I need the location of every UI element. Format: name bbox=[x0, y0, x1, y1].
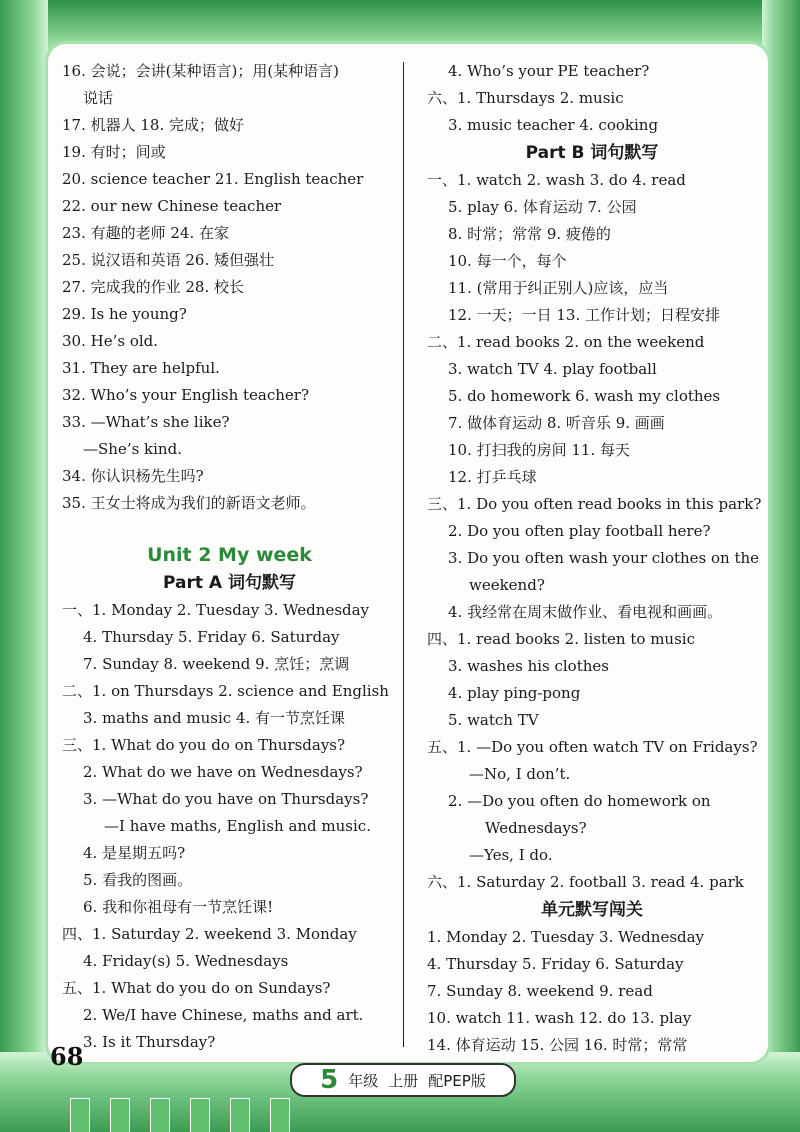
answer-line: 五、1. What do you do on Sundays? bbox=[62, 979, 331, 997]
answer-line: 12. 打乒乓球 bbox=[448, 468, 537, 486]
answer-line: 五、1. —Do you often watch TV on Fridays? bbox=[427, 738, 758, 756]
decorative-bar bbox=[70, 1098, 90, 1132]
answer-line: 32. Who’s your English teacher? bbox=[62, 386, 310, 404]
answer-line: 三、1. Do you often read books in this park? bbox=[427, 495, 762, 513]
answer-line: 8. 时常；常常 9. 疲倦的 bbox=[448, 225, 611, 243]
answer-line: 四、1. read books 2. listen to music bbox=[427, 630, 695, 648]
answer-line: 1. Monday 2. Tuesday 3. Wednesday bbox=[427, 928, 705, 946]
answer-line: 2. What do we have on Wednesdays? bbox=[83, 763, 363, 781]
decorative-bar bbox=[190, 1098, 210, 1132]
answer-line: 3. watch TV 4. play football bbox=[448, 360, 657, 378]
answer-line: 19. 有时；间或 bbox=[62, 143, 166, 161]
answer-line: 14. 体育运动 15. 公园 16. 时常；常常 bbox=[427, 1036, 688, 1054]
column-divider bbox=[403, 62, 404, 1047]
decorative-bar bbox=[150, 1098, 170, 1132]
decorative-bar bbox=[270, 1098, 290, 1132]
answer-line: 4. Thursday 5. Friday 6. Saturday bbox=[427, 955, 684, 973]
answer-line: 4. play ping-pong bbox=[448, 684, 581, 702]
answer-line: 4. 是星期五吗? bbox=[83, 844, 186, 862]
answer-line: 5. 看我的图画。 bbox=[83, 871, 193, 889]
answer-line: 2. —Do you often do homework on bbox=[448, 792, 711, 810]
answer-line: 7. 做体育运动 8. 听音乐 9. 画画 bbox=[448, 414, 665, 432]
answer-line: 说话 bbox=[83, 89, 114, 107]
decorative-bar bbox=[230, 1098, 250, 1132]
answer-line: 4. 我经常在周末做作业、看电视和画画。 bbox=[448, 603, 723, 621]
answer-line: 3. maths and music 4. 有一节烹饪课 bbox=[83, 709, 346, 727]
unit-title: Unit 2 My week bbox=[147, 544, 312, 566]
answer-line: 25. 说汉语和英语 26. 矮但强壮 bbox=[62, 251, 275, 269]
answer-line: 一、1. Monday 2. Tuesday 3. Wednesday bbox=[62, 601, 370, 619]
answer-line: 六、1. Saturday 2. football 3. read 4. park bbox=[427, 873, 744, 891]
answer-line: —She’s kind. bbox=[83, 440, 182, 458]
grade-number: 5 bbox=[320, 1065, 339, 1095]
answer-line: 4. Who’s your PE teacher? bbox=[448, 62, 650, 80]
edition-label: 配PEP版 bbox=[428, 1071, 486, 1090]
answer-line: —No, I don’t. bbox=[469, 765, 571, 783]
answer-line: 6. 我和你祖母有一节烹饪课! bbox=[83, 898, 274, 916]
decorative-bar bbox=[110, 1098, 130, 1132]
answer-line: 3. —What do you have on Thursdays? bbox=[83, 790, 369, 808]
answer-line: 30. He’s old. bbox=[62, 332, 159, 350]
answer-line: Wednesdays? bbox=[485, 819, 587, 837]
answer-line: 10. 每一个，每个 bbox=[448, 252, 567, 270]
answer-line: 三、1. What do you do on Thursdays? bbox=[62, 736, 346, 754]
answer-line: 16. 会说；会讲(某种语言)；用(某种语言) bbox=[62, 62, 340, 80]
answer-line: 3. Do you often wash your clothes on the bbox=[448, 549, 760, 567]
answer-line: 3. music teacher 4. cooking bbox=[448, 116, 659, 134]
answer-line: 12. 一天；一日 13. 工作计划；日程安排 bbox=[448, 306, 721, 324]
answer-line: 27. 完成我的作业 28. 校长 bbox=[62, 278, 245, 296]
answer-line: 34. 你认识杨先生吗? bbox=[62, 467, 204, 485]
answer-line: 5. watch TV bbox=[448, 711, 539, 729]
right-column bbox=[427, 58, 762, 1059]
grade-label: 年级 bbox=[348, 1071, 379, 1090]
answer-line: 20. science teacher 21. English teacher bbox=[62, 170, 364, 188]
answer-line: —Yes, I do. bbox=[469, 846, 553, 864]
left-column bbox=[62, 58, 397, 1056]
answer-line: —I have maths, English and music. bbox=[104, 817, 371, 835]
grade-badge bbox=[290, 1063, 516, 1097]
answer-line: 二、1. read books 2. on the weekend bbox=[427, 333, 705, 351]
review-title: 单元默写闯关 bbox=[541, 900, 643, 920]
answer-line: 29. Is he young? bbox=[62, 305, 187, 323]
answer-line: 5. play 6. 体育运动 7. 公园 bbox=[448, 198, 637, 216]
answer-line: 4. Thursday 5. Friday 6. Saturday bbox=[83, 628, 340, 646]
answer-line: 3. washes his clothes bbox=[448, 657, 609, 675]
frame-left-border bbox=[0, 0, 48, 1132]
answer-line: 11. (常用于纠正别人)应该，应当 bbox=[448, 279, 669, 297]
answer-line: 23. 有趣的老师 24. 在家 bbox=[62, 224, 230, 242]
answer-line: 二、1. on Thursdays 2. science and English bbox=[62, 682, 389, 700]
answer-line: 2. Do you often play football here? bbox=[448, 522, 711, 540]
answer-line: 31. They are helpful. bbox=[62, 359, 220, 377]
answer-line: 六、1. Thursdays 2. music bbox=[427, 89, 624, 107]
answer-line: 17. 机器人 18. 完成；做好 bbox=[62, 116, 245, 134]
answer-line: 3. Is it Thursday? bbox=[83, 1033, 216, 1051]
answer-line: 35. 王女士将成为我们的新语文老师。 bbox=[62, 494, 316, 512]
answer-line: 7. Sunday 8. weekend 9. read bbox=[427, 982, 653, 1000]
answer-line: 5. do homework 6. wash my clothes bbox=[448, 387, 721, 405]
answer-line: 四、1. Saturday 2. weekend 3. Monday bbox=[62, 925, 357, 943]
answer-line: 33. —What’s she like? bbox=[62, 413, 230, 431]
answer-line: 4. Friday(s) 5. Wednesdays bbox=[83, 952, 289, 970]
part-b-title: Part B 词句默写 bbox=[525, 143, 659, 163]
answer-line: weekend? bbox=[469, 576, 545, 594]
answer-line: 10. 打扫我的房间 11. 每天 bbox=[448, 441, 631, 459]
answer-line: 2. We/I have Chinese, maths and art. bbox=[83, 1006, 364, 1024]
answer-line: 10. watch 11. wash 12. do 13. play bbox=[427, 1009, 692, 1027]
part-a-title: Part A 词句默写 bbox=[163, 573, 296, 593]
volume-label: 上册 bbox=[388, 1071, 419, 1090]
answer-line: 22. our new Chinese teacher bbox=[62, 197, 282, 215]
answer-line: 一、1. watch 2. wash 3. do 4. read bbox=[427, 171, 686, 189]
page-number: 68 bbox=[50, 1042, 84, 1071]
answer-line: 7. Sunday 8. weekend 9. 烹饪；烹调 bbox=[83, 655, 350, 673]
